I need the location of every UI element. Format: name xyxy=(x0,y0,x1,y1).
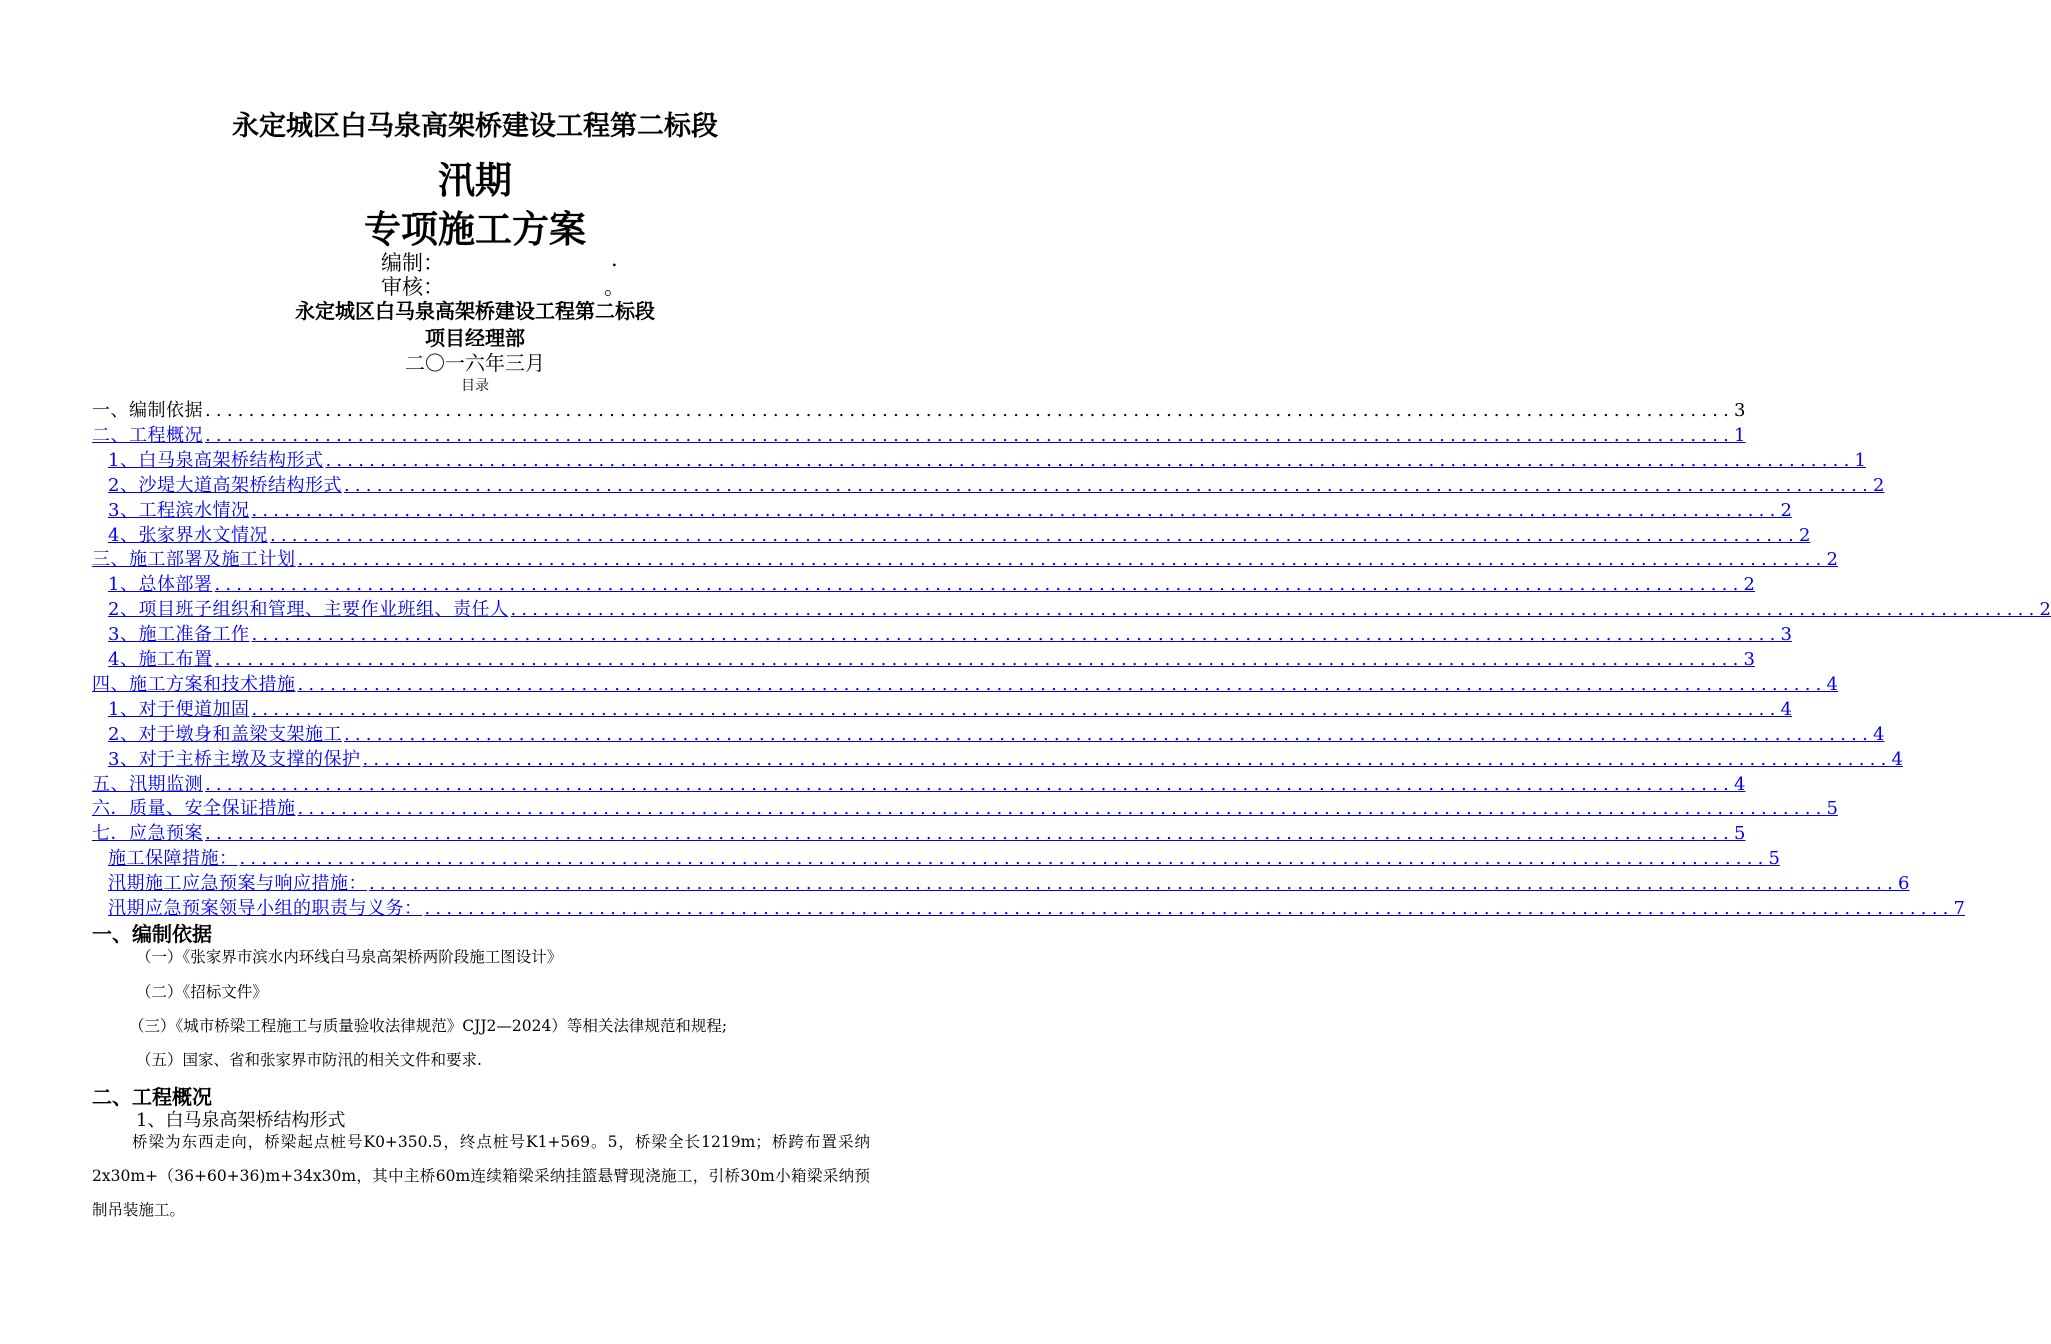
toc-entry[interactable] xyxy=(92,422,1746,447)
cover-doc-title-line1: 汛期 xyxy=(438,159,512,202)
toc-entry-label: 1、白马泉高架桥结构形式 xyxy=(108,449,324,471)
toc-leader-dots: ............................................................................................................................................ xyxy=(297,798,1827,820)
toc-entry[interactable] xyxy=(108,746,1903,771)
toc-leader-dots: ............................................................................................................................................ xyxy=(239,848,1769,870)
toc-entry[interactable] xyxy=(108,621,1792,646)
toc-entry[interactable] xyxy=(108,696,1792,721)
toc-leader-dots: ............................................................................................................................................ xyxy=(325,449,1855,471)
toc-leader-dots: ............................................................................................................................................ xyxy=(205,424,1735,446)
toc-entry-label: 2、沙堤大道高架桥结构形式 xyxy=(108,474,342,496)
toc-leader-dots: ............................................................................................................................................ xyxy=(343,474,1873,496)
toc-entry-label: 3、对于主桥主墩及支撑的保护 xyxy=(108,748,361,770)
toc-entry xyxy=(92,397,1746,422)
toc-entry[interactable] xyxy=(92,820,1746,845)
toc-leader-dots: ............................................................................................................................................ xyxy=(251,698,1781,720)
prepared-by-mark: . xyxy=(611,247,618,271)
toc-entry-page: 2 xyxy=(2039,599,2051,621)
toc-leader-dots: ............................................................................................................................................ xyxy=(251,499,1781,521)
toc-entry-page: 1 xyxy=(1734,424,1746,446)
toc-entry-page: 7 xyxy=(1953,898,1965,919)
toc-entry-label: 汛期应急预案领导小组的职责与义务： xyxy=(108,898,423,919)
toc-entry[interactable] xyxy=(108,497,1792,522)
toc-leader-dots: ............................................................................................................................................ xyxy=(214,649,1744,670)
section-heading-basis: 一、编制依据 xyxy=(92,922,212,946)
toc-title: 目录 xyxy=(461,378,489,394)
toc-entry-label: 3、工程滨水情况 xyxy=(108,499,250,521)
toc-leader-dots: ............................................................................................................................................ xyxy=(424,898,1954,919)
toc-entry-label: 4、施工布置 xyxy=(108,649,213,670)
basis-item-1: （一）《张家界市滨水内环线白马泉高架桥两阶段施工图设计》 xyxy=(136,948,563,966)
toc-entry-page: 5 xyxy=(1768,848,1780,870)
cover-department: 项目经理部 xyxy=(425,326,525,350)
toc-entry-page: 3 xyxy=(1780,624,1792,646)
toc-entry-page: 4 xyxy=(1734,773,1746,795)
overview-paragraph: 桥梁为东西走向，桥梁起点桩号K0+350.5，终点桩号K1+569。5，桥梁全长1219m；桥跨布置采纳2x30m+（36+60+36)m+34x30m，其中主桥60m连续箱梁采纳挂篮悬臂现浇施工，引桥30m小箱梁采纳预制吊装施工。 xyxy=(92,1133,870,1219)
toc-entry[interactable] xyxy=(92,795,1838,820)
toc-entry[interactable] xyxy=(108,571,1755,596)
toc-leader-dots: ............................................................................................................................................ xyxy=(205,823,1735,845)
toc-entry[interactable] xyxy=(92,671,1838,696)
toc-leader-dots: ............................................................................................................................................ xyxy=(251,624,1781,646)
toc-entry-page: 3 xyxy=(1743,649,1755,670)
toc-entry[interactable] xyxy=(108,845,1780,870)
toc-entry-label: 1、总体部署 xyxy=(108,574,213,596)
toc-entry-label: 三、施工部署及施工计划 xyxy=(92,549,296,571)
toc-entry[interactable] xyxy=(108,721,1885,746)
toc-leader-dots: ............................................................................................................................................ xyxy=(205,400,1735,421)
cover-org-name: 永定城区白马泉高架桥建设工程第二标段 xyxy=(295,299,655,323)
toc-entry-page: 6 xyxy=(1898,873,1910,895)
toc-entry[interactable] xyxy=(108,895,1965,920)
toc-entry[interactable] xyxy=(108,870,1910,895)
toc-entry-label: 二、工程概况 xyxy=(92,424,203,446)
toc-entry-label: 六．质量、安全保证措施 xyxy=(92,798,296,820)
toc-entry-page: 4 xyxy=(1780,698,1792,720)
toc-entry-label: 一、编制依据 xyxy=(92,400,203,421)
basis-item-2: （二）《招标文件》 xyxy=(136,983,268,1001)
toc-entry-label: 2、项目班子组织和管理、主要作业班组、责任人 xyxy=(108,599,509,621)
basis-item-4: （五）国家、省和张家界市防汛的相关文件和要求. xyxy=(136,1051,482,1069)
toc-entry-label: 四、施工方案和技术措施 xyxy=(92,673,296,695)
toc-entry[interactable] xyxy=(92,546,1838,571)
toc-entry-page: 2 xyxy=(1743,574,1755,596)
toc-entry-page: 2 xyxy=(1780,499,1792,521)
toc-leader-dots: ............................................................................................................................................ xyxy=(214,574,1744,596)
toc-entry-page: 2 xyxy=(1826,549,1838,571)
toc-leader-dots: ............................................................................................................................................ xyxy=(510,599,2040,621)
toc-entry-label: 施工保障措施： xyxy=(108,848,238,870)
toc-entry-page: 4 xyxy=(1873,723,1885,745)
subsection-heading-structure: 1、白马泉高架桥结构形式 xyxy=(136,1110,346,1131)
cover-doc-title-line2: 专项施工方案 xyxy=(364,208,586,251)
toc-leader-dots: ............................................................................................................................................ xyxy=(269,524,1799,546)
reviewed-by-label: 审核： xyxy=(381,275,444,299)
toc-leader-dots: ............................................................................................................................................ xyxy=(362,748,1892,770)
toc-entry-page: 3 xyxy=(1734,400,1746,421)
toc-entry-page: 4 xyxy=(1826,673,1838,695)
toc-entry[interactable] xyxy=(108,447,1866,472)
toc-entry-label: 2、对于墩身和盖梁支架施工 xyxy=(108,723,342,745)
toc-entry-label: 1、对于便道加固 xyxy=(108,698,250,720)
toc-leader-dots: ............................................................................................................................................ xyxy=(297,549,1827,571)
basis-item-3: （三）《城市桥梁工程施工与质量验收法律规范》CJJ2—2024）等相关法律规范和规程; xyxy=(129,1017,728,1035)
toc-entry[interactable] xyxy=(108,522,1811,547)
toc-entry-page: 5 xyxy=(1826,798,1838,820)
cover-org-title: 永定城区白马泉高架桥建设工程第二标段 xyxy=(232,111,718,142)
toc-entry-label: 4、张家界水文情况 xyxy=(108,524,268,546)
reviewed-by-mark: 。 xyxy=(604,275,625,299)
toc-leader-dots: ............................................................................................................................................ xyxy=(205,773,1735,795)
toc-entry[interactable] xyxy=(92,771,1746,796)
toc-entry-label: 3、施工准备工作 xyxy=(108,624,250,646)
toc-entry-page: 2 xyxy=(1799,524,1811,546)
toc-entry-page: 4 xyxy=(1891,748,1903,770)
toc-leader-dots: ............................................................................................................................................ xyxy=(343,723,1873,745)
cover-date: 二〇一六年三月 xyxy=(405,351,545,375)
toc-entry-label: 汛期施工应急预案与响应措施： xyxy=(108,873,367,895)
toc-entry[interactable] xyxy=(108,596,2051,621)
toc-entry-page: 5 xyxy=(1734,823,1746,845)
toc-entry-page: 2 xyxy=(1873,474,1885,496)
prepared-by-label: 编制： xyxy=(381,251,444,275)
toc-entry-label: 五、汛期监测 xyxy=(92,773,203,795)
toc-leader-dots: ............................................................................................................................................ xyxy=(297,673,1827,695)
toc-entry-page: 1 xyxy=(1854,449,1866,471)
toc-entry[interactable] xyxy=(108,472,1885,497)
section-heading-overview: 二、工程概况 xyxy=(92,1085,212,1109)
toc-entry[interactable] xyxy=(108,646,1755,671)
toc-entry-label: 七．应急预案 xyxy=(92,823,203,845)
toc-leader-dots: ............................................................................................................................................ xyxy=(369,873,1899,895)
